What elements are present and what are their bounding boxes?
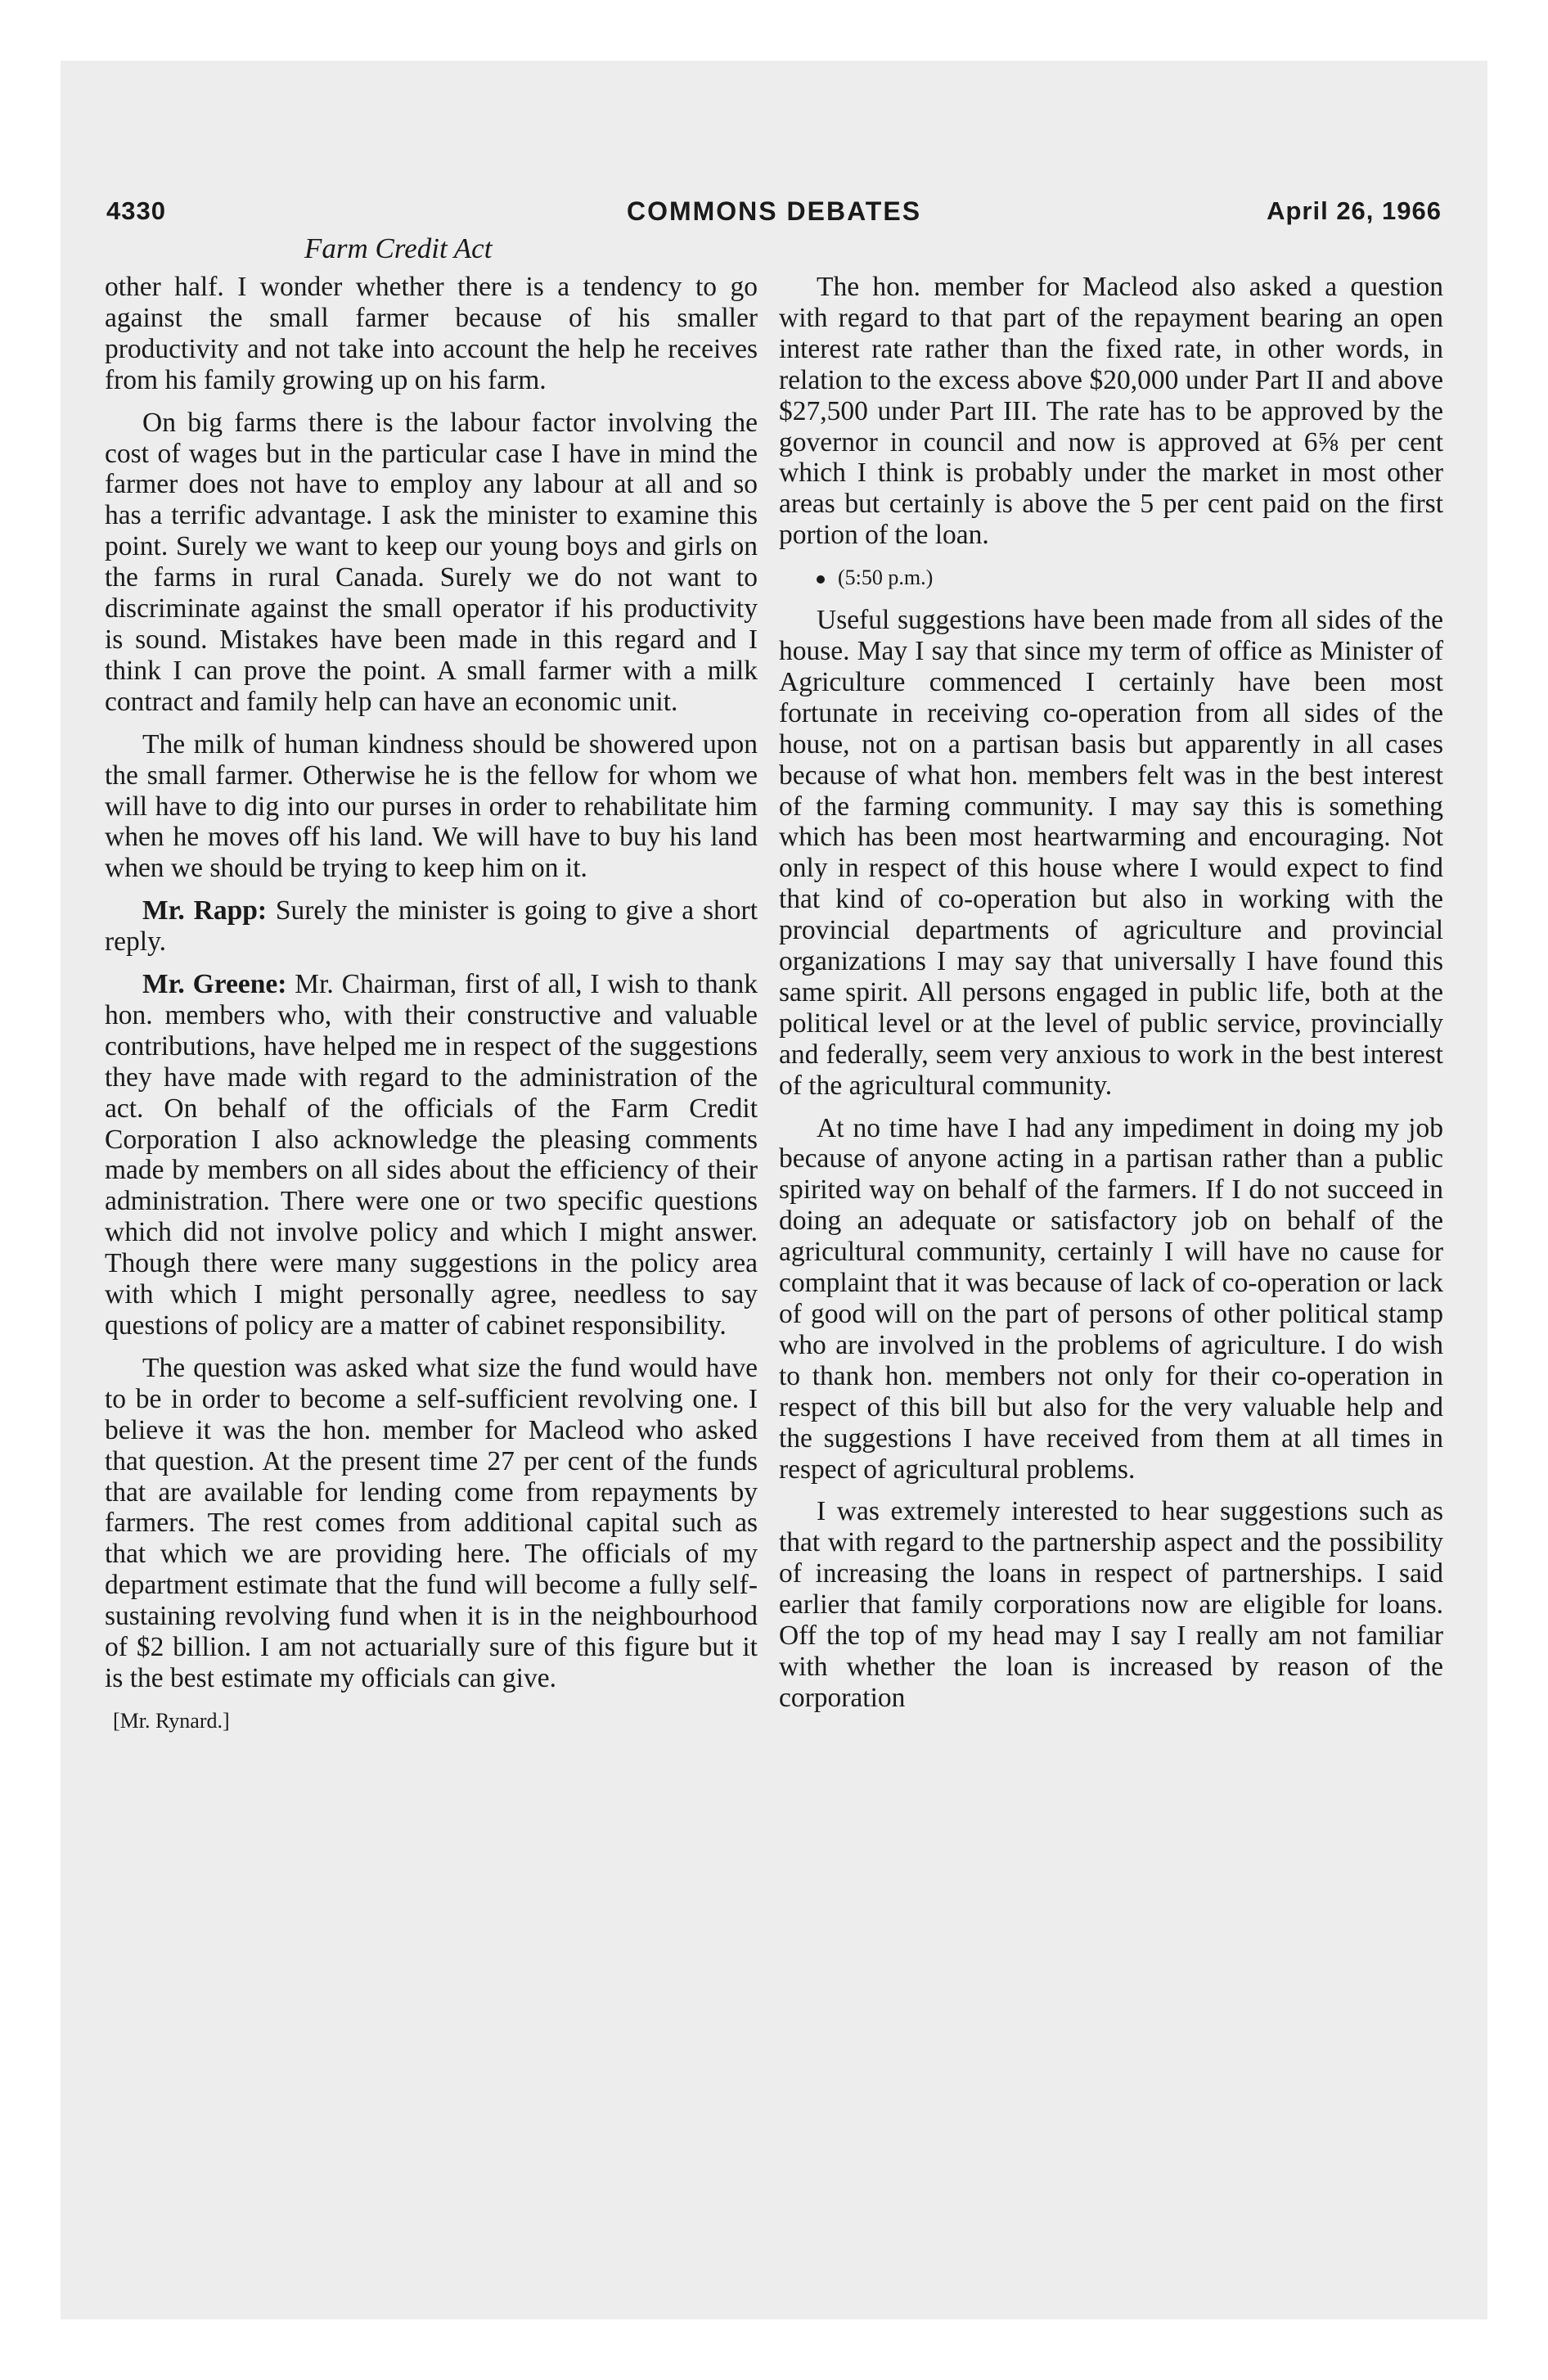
section-subhead: Farm Credit Act: [304, 232, 493, 264]
document-page: [61, 61, 1487, 2319]
header-date: April 26, 1966: [1267, 196, 1442, 225]
paragraph: The milk of human kindness should be showered upon the small farmer. Otherwise he is the fellow for whom we will have to dig into our purses in order to rehabilitate him when he moves off his land. We will have to buy his land when we should be trying to keep him on it.: [105, 728, 758, 884]
paragraph: On big farms there is the labour factor involving the cost of wages but in the particular case I have in mind the farmer does not have to employ any labour at all and so has a terrific advantage. I ask the minister to examine this point. Surely we want to keep our young boys and girls on the farms in rural Canada. Surely we do not want to discriminate against the small operator if his productivity is sound. Mistakes have been made in this regard and I think I can prove the point. A small farmer with a milk contract and family help can have an economic unit.: [105, 407, 758, 717]
paragraph: other half. I wonder whether there is a tendency to go against the small farmer because of his smaller productivity and not take into account the help he receives from his family growing up on his farm.: [105, 272, 758, 395]
timestamp: (5:50 p.m.): [838, 566, 934, 590]
speaker-name: Mr. Greene:: [142, 969, 287, 1000]
speech-paragraph: [105, 969, 758, 1341]
running-title: COMMONS DEBATES: [626, 196, 922, 226]
paragraph: The question was asked what size the fund would have to be in order to become a self-sufficient revolving one. I believe it was the hon. member for Macleod who asked that question. At the present time 27 per cent of the funds that are available for lending come from repayments by farmers. The rest comes from additional capital such as that which we are providing here. The officials of my department estimate that the fund will become a fully self-sustaining revolving fund when it is in the neighbourhood of $2 billion. I am not actuarially sure of this figure but it is the best estimate my officials can give.: [105, 1352, 758, 1693]
paragraph: I was extremely interested to hear suggestions such as that with regard to the partnership aspect and the possibility of increasing the loans in respect of partnerships. I said earlier that family corporations now are eligible for loans. Off the top of my head may I say I really am not familiar with whether the loan is increased by reason of the corporation: [779, 1496, 1443, 1713]
footer-speaker: [Mr. Rynard.]: [113, 1708, 230, 1733]
paragraph: Useful suggestions have been made from all sides of the house. May I say that since my term of office as Minister of Agriculture commenced I certainly have been most fortunate in receiving co-operation from all sides of the house, not on a partisan basis but apparently in all cases because of what hon. members felt was in the best interest of the farming community. I may say this is something which has been most heartwarming and encouraging. Not only in respect of this house where I would expect to find that kind of co-operation but also in working with the provincial departments of agriculture and provincial organizations I may say that universally I have found this same spirit. All persons engaged in public life, both at the political level or at the level of public service, provincially and federally, seem very anxious to work in the best interest of the agricultural community.: [779, 605, 1443, 1101]
paragraph: At no time have I had any impediment in doing my job because of anyone acting in a partisan rather than a public spirited way on behalf of the farmers. If I do not succeed in doing an adequate or satisfactory job on behalf of the agricultural community, certainly I will have no cause for complaint that it was because of lack of co-operation or lack of good will on the part of persons of other political stamp who are involved in the problems of agriculture. I do wish to thank hon. members not only for their co-operation in respect of this bill but also for the very valuable help and the suggestions I have received from them at all times in respect of agricultural problems.: [779, 1112, 1443, 1485]
paragraph: The hon. member for Macleod also asked a question with regard to that part of the repayment bearing an open interest rate rather than the fixed rate, in other words, in relation to the excess above $20,000 under Part II and above $27,500 under Part III. The rate has to be approved by the governor in council and now is approved at 6⅝ per cent which I think is probably under the market in most other areas but certainly is above the 5 per cent paid on the first portion of the loan.: [779, 272, 1443, 551]
speech-paragraph: [105, 895, 758, 958]
speaker-name: Mr. Rapp:: [142, 895, 267, 926]
page-header: [61, 196, 1487, 246]
bullet-icon: [817, 575, 825, 584]
speech-text: Mr. Chairman, first of all, I wish to thank hon. members who, with their constructive and valuable contributions, have helped me in respect of the suggestions they have made with regard to the administration of the act. On behalf of the officials of the Farm Credit Corporation I also acknowledge the pleasing comments made by members on all sides about the efficiency of their administration. There were one or two specific questions which did not involve policy and which I might answer. Though there were many suggestions in the policy area with which I might personally agree, needless to say questions of policy are a matter of cabinet responsibility.: [105, 969, 758, 1341]
right-column: [779, 272, 1443, 1725]
speech-text: Surely the minister is going to give a short reply.: [105, 895, 758, 958]
left-column: [105, 272, 758, 1748]
page-number: 4330: [106, 196, 166, 225]
timestamp-line: [779, 562, 1443, 593]
